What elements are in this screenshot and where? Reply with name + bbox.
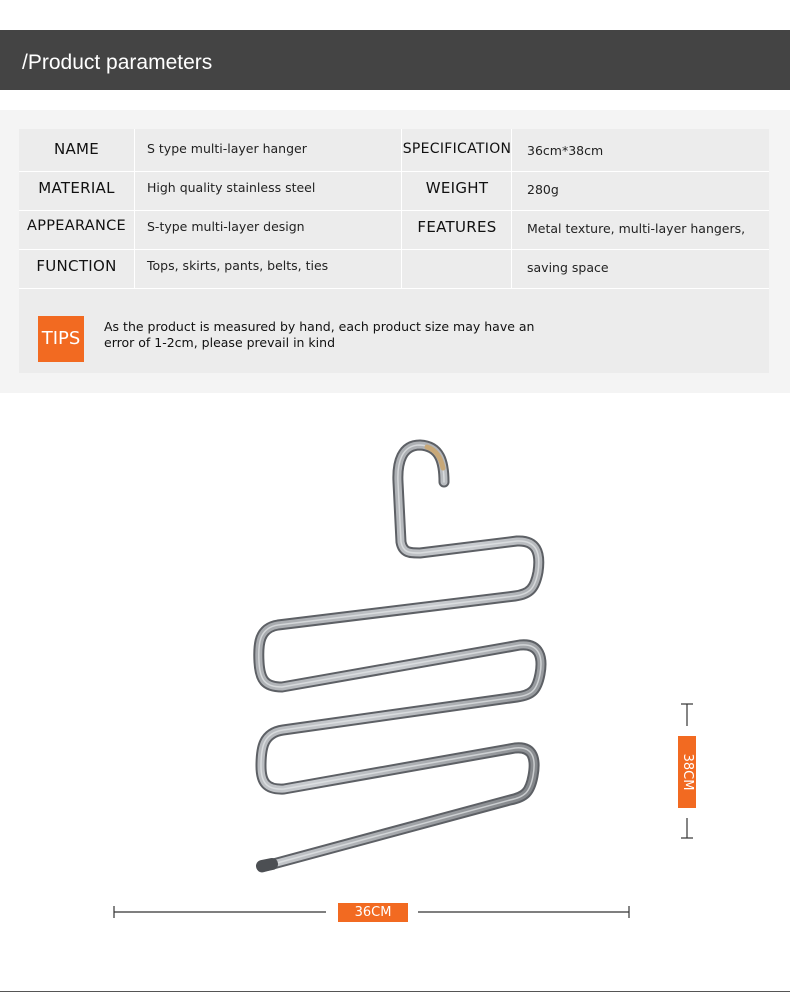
param-label-material: MATERIAL (38, 179, 115, 197)
height-label-box (678, 736, 696, 808)
param-label-weight: WEIGHT (425, 179, 489, 197)
param-value-material: High quality stainless steel (147, 180, 316, 195)
param-label-function: FUNCTION (36, 257, 117, 275)
param-value-appearance: S-type multi-layer design (147, 219, 305, 234)
page-title: /Product parameters (22, 51, 213, 74)
param-value-features-continued: saving space (527, 260, 609, 275)
row-divider (19, 288, 769, 289)
row-divider (19, 171, 769, 172)
tips-box (19, 291, 769, 373)
row-divider (19, 249, 769, 250)
tips-line-2: error of 1-2cm, please prevail in kind (104, 335, 336, 350)
rod-end-cap (262, 864, 272, 866)
tips-text (104, 319, 564, 351)
param-label-features: FEATURES (417, 218, 497, 236)
height-label: 38CM (680, 753, 695, 791)
header-bar (0, 30, 790, 90)
tips-badge: TIPS (38, 316, 84, 362)
column-divider (134, 129, 135, 289)
param-value-weight: 280g (527, 182, 559, 197)
param-value-features: Metal texture, multi-layer hangers, (527, 221, 746, 236)
param-value-specification: 36cm*38cm (527, 143, 604, 158)
width-label: 36CM (338, 903, 408, 922)
param-label-name: NAME (53, 140, 100, 158)
row-divider (19, 210, 769, 211)
param-label-specification: SPECIFICATION (402, 141, 512, 157)
param-label-appearance: APPEARANCE (26, 218, 127, 234)
parameters-table (19, 129, 769, 291)
param-value-name: S type multi-layer hanger (147, 141, 307, 156)
bottom-divider (0, 991, 790, 992)
parameters-section (0, 110, 790, 393)
param-value-function: Tops, skirts, pants, belts, ties (147, 258, 329, 273)
tips-line-1: As the product is measured by hand, each product size may have an (104, 319, 535, 334)
